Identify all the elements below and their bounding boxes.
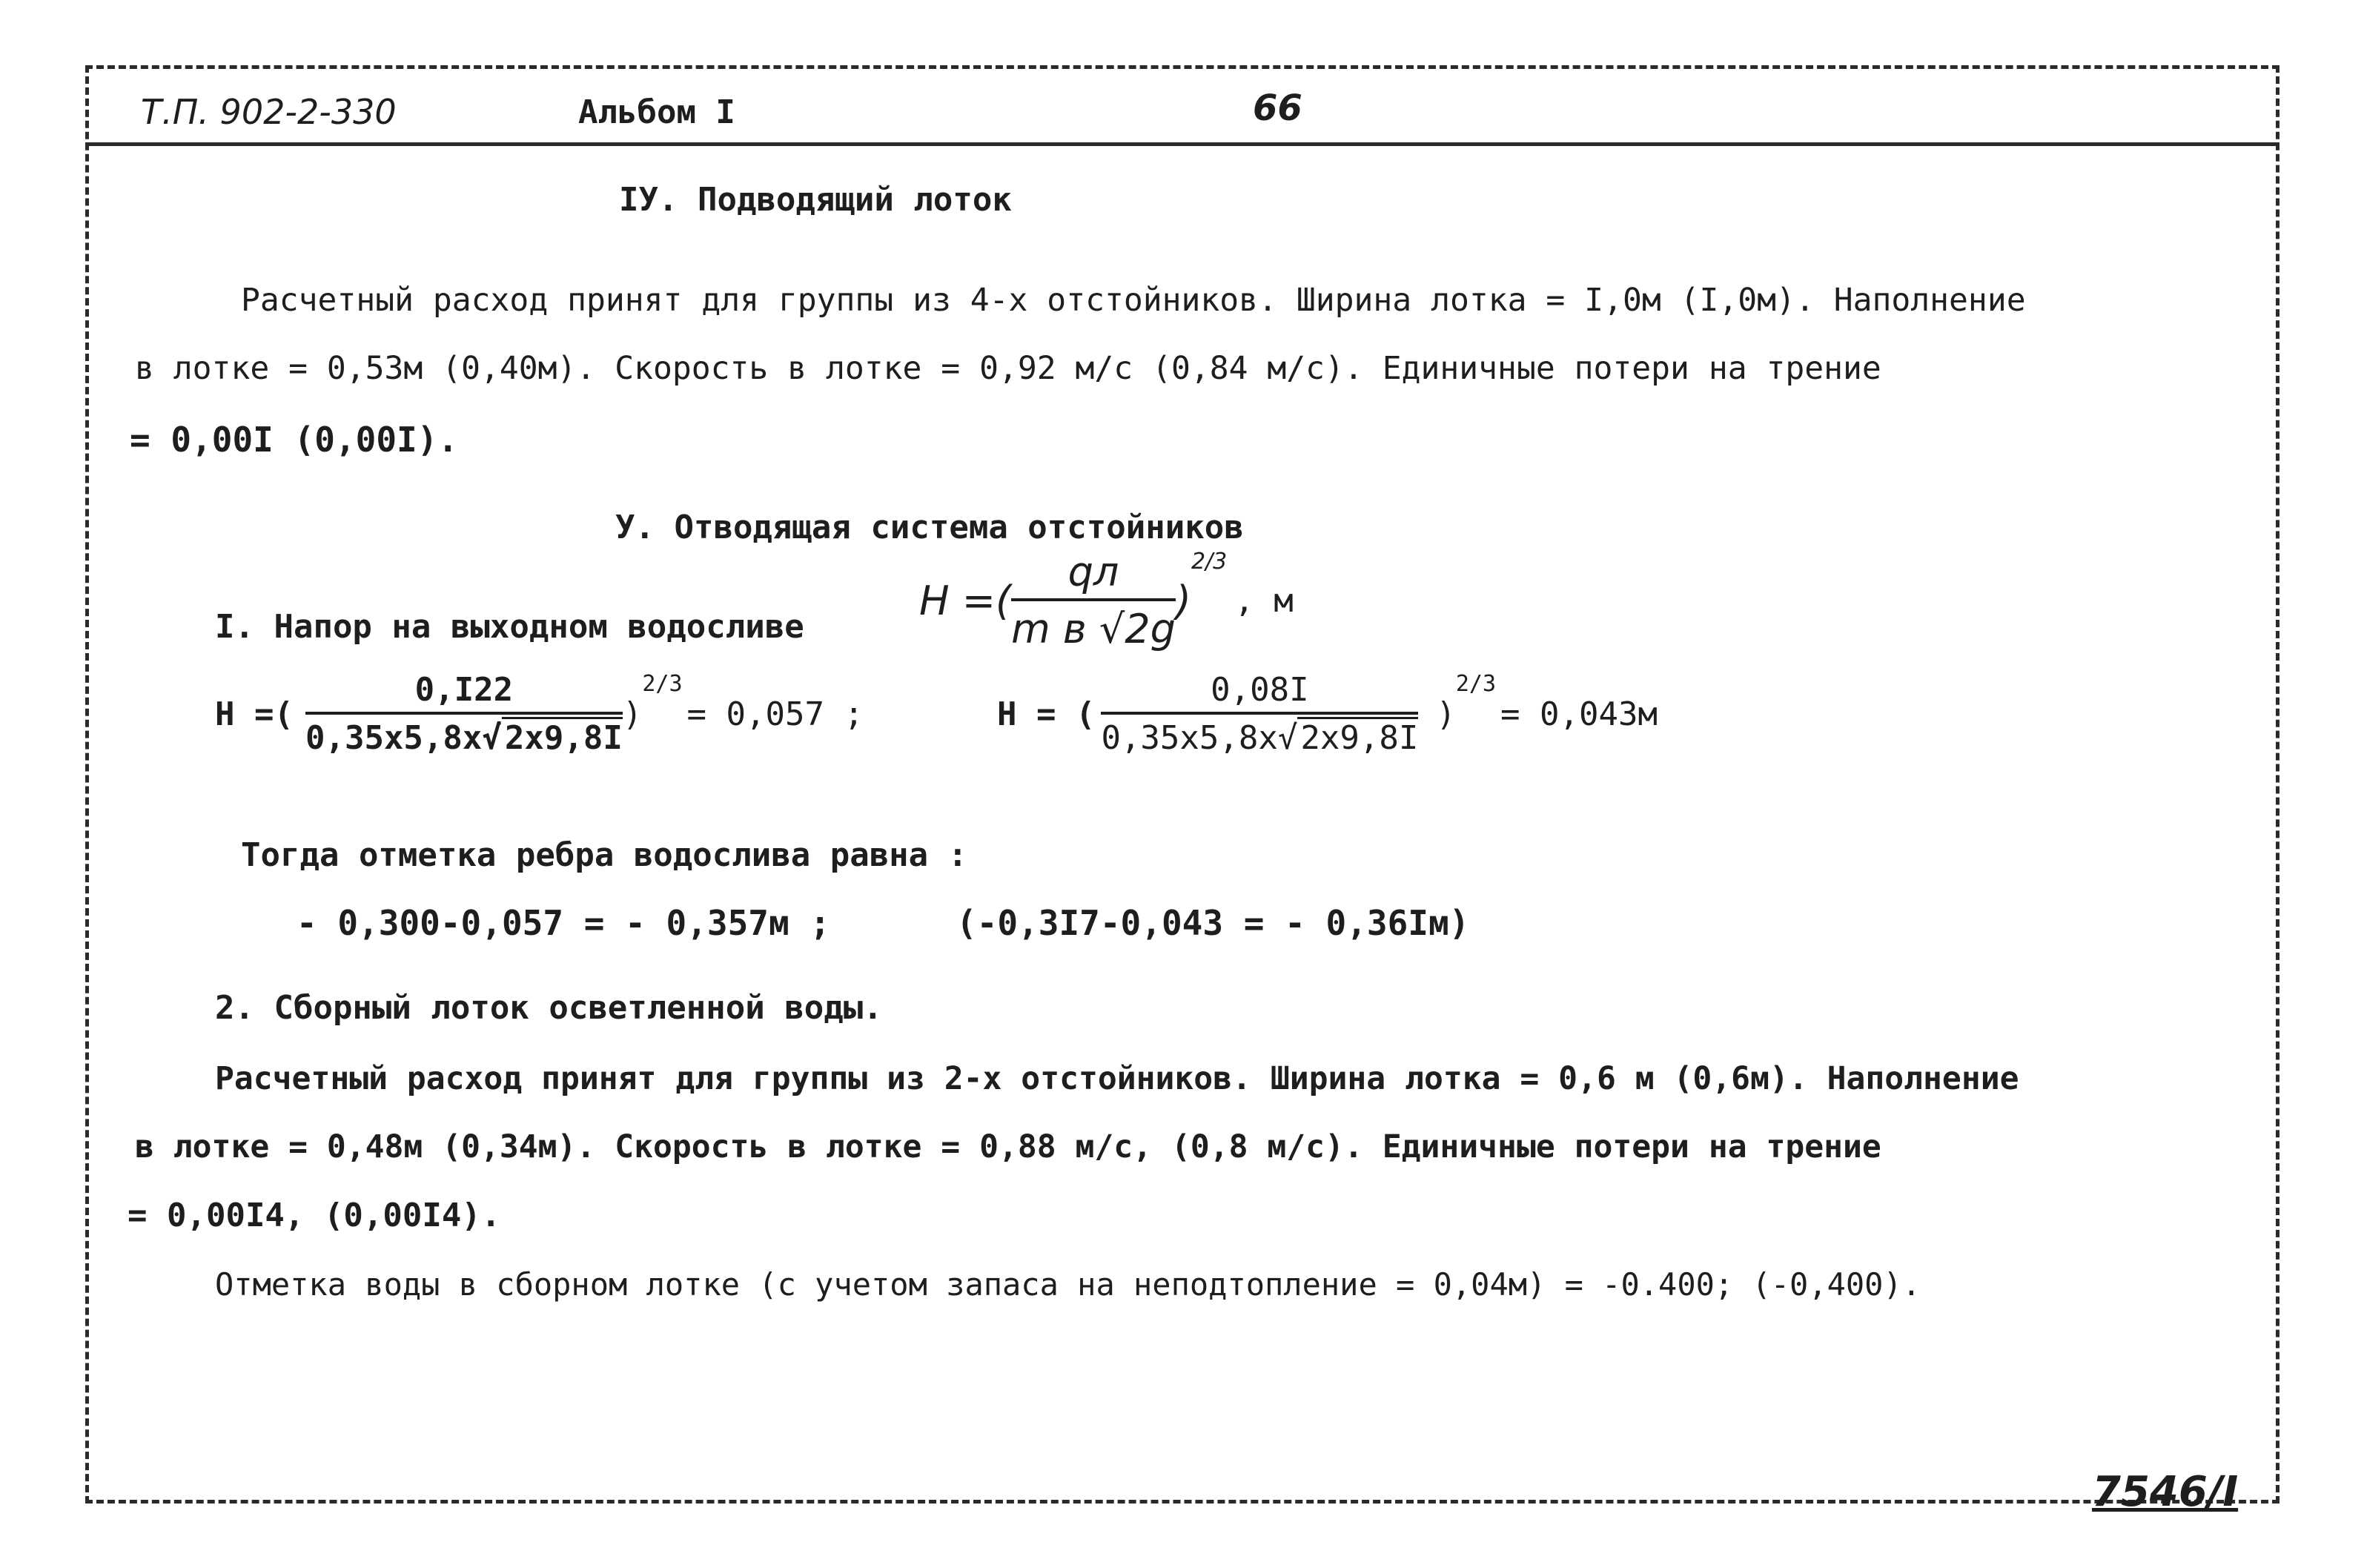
- sheet-mark: 7546/I: [2092, 1468, 2239, 1516]
- calc2-exponent: 2/3: [1455, 671, 1497, 697]
- formula-denominator: m в √2g: [1011, 606, 1176, 652]
- page-number: 66: [1253, 87, 1302, 129]
- weir-formula: H =( $\frac{qл}{\text{m в √2g}}$ ) 2/3 , м: [919, 549, 1294, 652]
- item1-label: I. Напор на выходном водосливе: [215, 608, 804, 646]
- formula-unit: , м: [1234, 581, 1294, 620]
- section4-title: IУ. Подводящий лоток: [619, 181, 1012, 219]
- formula-numerator: qл: [1011, 549, 1176, 601]
- calc2-denominator-root: 2x9,8I: [1297, 717, 1418, 757]
- calc2-denominator-prefix: 0,35x5,8x: [1101, 719, 1278, 757]
- head-calc-2: H = ( $\frac{0,08I}{0,35x5,8x√2x9,8I}$ ) $^{2/3}$ = 0,043м: [997, 671, 1658, 757]
- crest-calc-2: (-0,3I7-0,043 = - 0,36Iм): [956, 903, 1470, 943]
- calc2-lhs: H = (: [997, 695, 1096, 733]
- formula-exponent: 2/3: [1191, 549, 1228, 575]
- calc1-lhs: H =(: [215, 695, 294, 733]
- item2-label: 2. Сборный лоток осветленной воды.: [215, 989, 883, 1027]
- head-calc-1: H =( $\frac{0,I22}{0,35x5,8x√2x9,8I}$ ) $^{2/3}$ = 0,057 ;: [215, 671, 864, 757]
- calc1-denominator-prefix: 0,35x5,8x: [305, 719, 483, 757]
- crest-calc-1: - 0,300-0,057 = - 0,357м ;: [297, 903, 831, 943]
- section4-para-line3: = 0,00I (0,00I).: [130, 420, 459, 460]
- calc1-exponent: 2/3: [642, 671, 683, 697]
- header-divider: [85, 142, 2279, 146]
- item2-para-line3: = 0,00I4, (0,00I4).: [128, 1197, 501, 1234]
- formula-fraction: [1011, 549, 1176, 652]
- calc1-fraction: $\frac{0,I22}{0,35x5,8x√2x9,8I}$: [305, 671, 623, 757]
- item2-para-line1: Расчетный расход принят для группы из 2-х отстойников. Ширина лотка = 0,6 м (0,6м). Наполнение: [215, 1060, 2019, 1097]
- calc2-numerator: 0,08I: [1101, 671, 1418, 715]
- album-label: Альбом I: [578, 93, 735, 131]
- section5-title: У. Отводящая система отстойников: [615, 509, 1244, 546]
- item2-para-line2: в лотке = 0,48м (0,34м). Скорость в лотке = 0,88 м/с, (0,8 м/с). Единичные потери на трение: [135, 1128, 1881, 1165]
- doc-code: Т.П. 902-2-330: [141, 92, 397, 132]
- calc1-denominator-root: 2x9,8I: [502, 717, 623, 757]
- crest-intro: Тогда отметка ребра водослива равна :: [241, 836, 968, 874]
- calc1-numerator: 0,I22: [305, 671, 623, 715]
- section4-para-line2: в лотке = 0,53м (0,40м). Скорость в лотке = 0,92 м/с (0,84 м/с). Единичные потери на трение: [135, 350, 1881, 387]
- calc2-fraction: $\frac{0,08I}{0,35x5,8x√2x9,8I}$: [1101, 671, 1419, 757]
- water-level-line: Отметка воды в сборном лотке (с учетом запаса на неподтопление = 0,04м) = -0.400; (-0,400).: [215, 1266, 1921, 1303]
- calc1-result: = 0,057 ;: [686, 695, 864, 733]
- formula-lhs: H =(: [919, 577, 1012, 624]
- calc2-result: = 0,043м: [1500, 695, 1658, 733]
- section4-para-line1: Расчетный расход принят для группы из 4-х отстойников. Ширина лотка = I,0м (I,0м). Наполнение: [241, 282, 2026, 319]
